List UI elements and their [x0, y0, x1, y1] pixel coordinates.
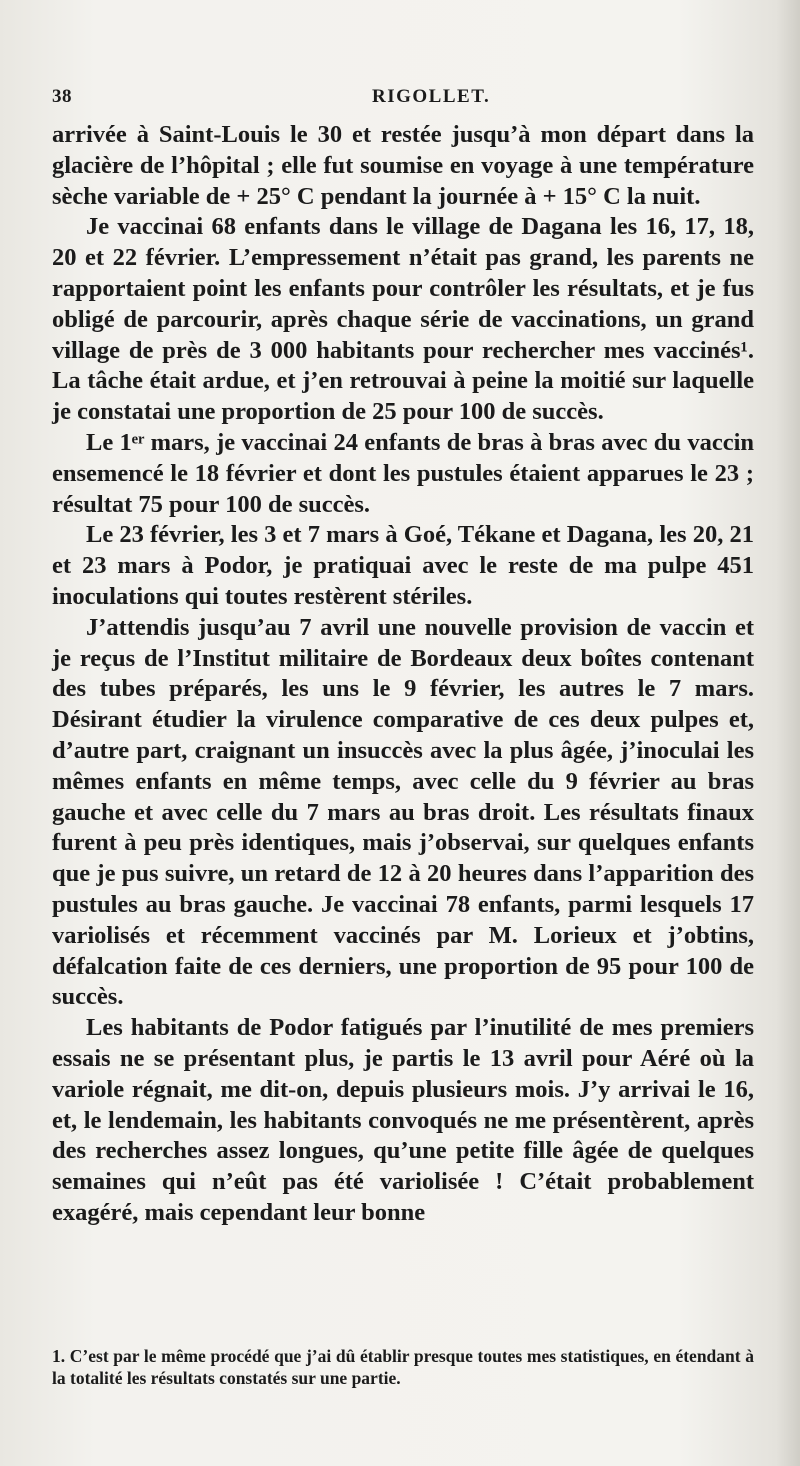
paragraph-2: Je vaccinai 68 enfants dans le village de Dagana les 16, 17, 18, 20 et 22 février. L’empressement n’était pas grand, les parents ne rapportaient point les enfants pour contrôler les résultats, et je fus obligé de parcourir, après chaque série de vaccinations, un grand village de près de 3 000 habitants pour rechercher mes vaccinés¹. La tâche était ardue, et j’en retrouvai à peine la moitié sur laquelle je constatai une proportion de 25 pour 100 de succès.	[52, 213, 754, 426]
paragraph-1: arrivée à Saint-Louis le 30 et restée jusqu’à mon départ dans la glacière de l’hôpital ; elle fut soumise en voyage à une température sèche variable de + 25° C pendant la journée à + 15° C la nuit.	[52, 121, 754, 210]
footnote-text: 1. C’est par le même procédé que j’ai dû établir presque toutes mes statistiques, en étendant à la totalité les résultats constatés sur une partie.	[52, 1346, 754, 1388]
page-header	[52, 86, 752, 116]
page-number: 38	[52, 86, 72, 107]
running-head: RIGOLLET.	[372, 86, 491, 107]
body-text	[52, 120, 754, 1229]
paragraph-5: J’attendis jusqu’au 7 avril une nouvelle provision de vaccin et je reçus de l’Institut militaire de Bordeaux deux boîtes contenant des tubes préparés, les uns le 9 février, les autres le 7 mars. Désirant étudier la virulence comparative de ces deux pulpes et, d’autre part, craignant un insuccès avec la plus âgée, j’inoculai les mêmes enfants en même temps, avec celle du 9 février au bras gauche et avec celle du 7 mars au bras droit. Les résultats finaux furent à peu près identiques, mais j’observai, sur quelques enfants que je pus suivre, un retard de 12 à 20 heures dans l’apparition des pustules au bras gauche. Je vaccinai 78 enfants, parmi lesquels 17 variolisés et récemment vaccinés par M. Lorieux et j’obtins, défalcation faite de ces derniers, une proportion de 95 pour 100 de succès.	[52, 613, 754, 1011]
footnote	[52, 1345, 754, 1389]
paragraph-6: Les habitants de Podor fatigués par l’inutilité de mes premiers essais ne se présentant plus, je partis le 13 avril pour Aéré où la variole régnait, me dit-on, depuis plusieurs mois. J’y arrivai le 16, et, le lendemain, les habitants convoqués ne me présentèrent, après des recherches assez longues, qu’une petite fille âgée de quelques semaines qui n’eût pas été variolisée ! C’était probablement exagéré, mais cependant leur bonne	[52, 1014, 754, 1226]
paragraph-4: Le 23 février, les 3 et 7 mars à Goé, Tékane et Dagana, les 20, 21 et 23 mars à Podor, je pratiquai avec le reste de ma pulpe 451 inoculations qui toutes restèrent stériles.	[52, 521, 754, 610]
paragraph-3: Le 1ᵉʳ mars, je vaccinai 24 enfants de bras à bras avec du vaccin ensemencé le 18 février et dont les pustules étaient apparues le 23 ; résultat 75 pour 100 de succès.	[52, 428, 754, 518]
